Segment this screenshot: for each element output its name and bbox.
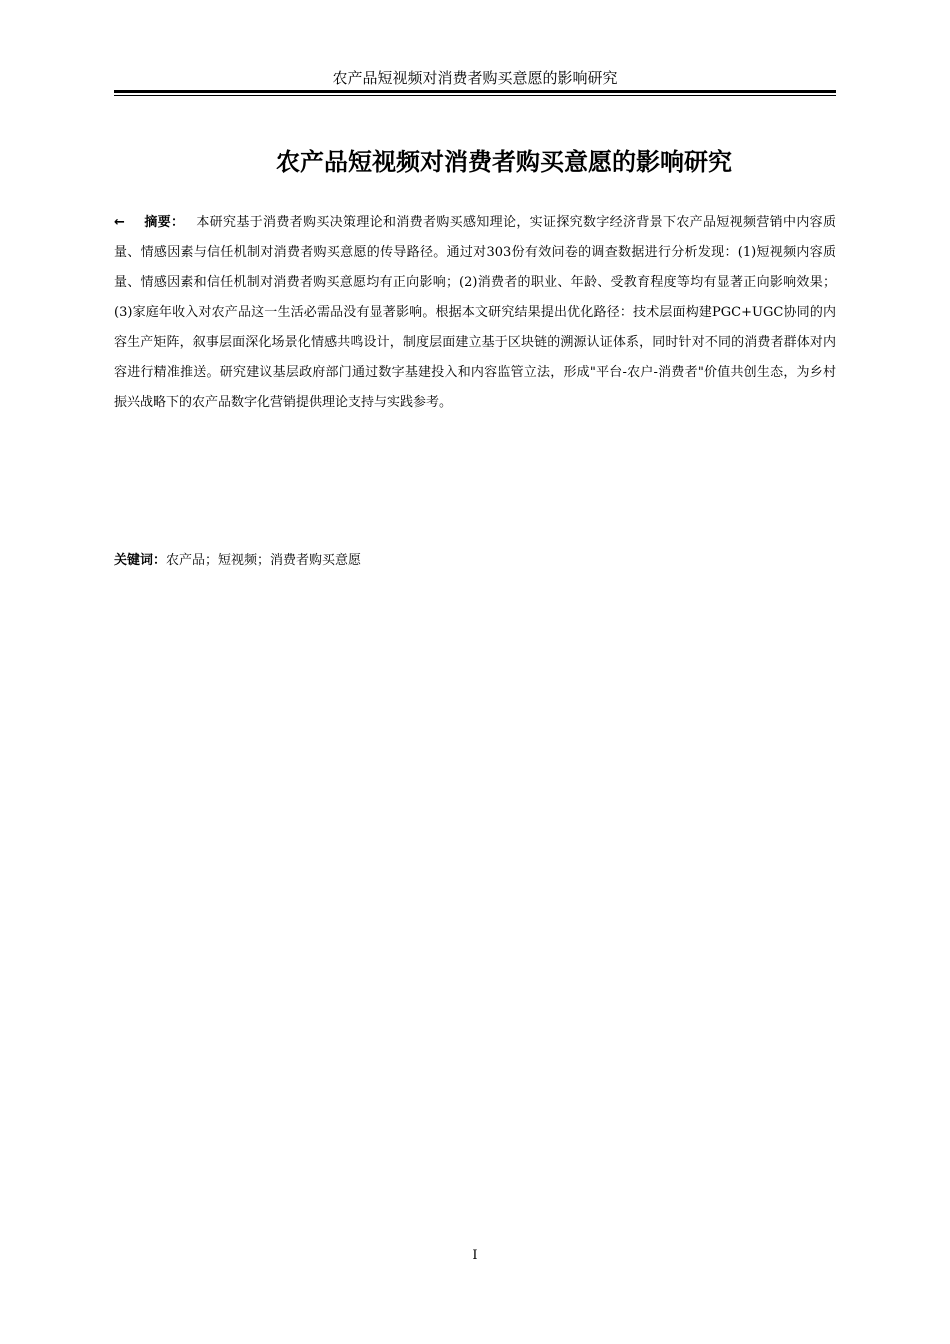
abstract-text: 本研究基于消费者购买决策理论和消费者购买感知理论，实证探究数字经济背景下农产品短视频营销中内容质量、情感因素与信任机制对消费者购买意愿的传导路径。通过对303份有效问卷的调查数据进行分析发现：(1)短视频内容质量、情感因素和信任机制对消费者购买意愿均有正向影响；(2)消费者的职业、年龄、受教育程度等均有显著正向影响效果；(3)家庭年收入对农产品这一生活必需品没有显著影响。根据本文研究结果提出优化路径：技术层面构建PGC+UGC协同的内容生产矩阵，叙事层面深化场景化情感共鸣设计，制度层面建立基于区块链的溯源认证体系，同时针对不同的消费者群体对内容进行精准推送。研究建议基层政府部门通过数字基建投入和内容监管立法，形成"平台-农户-消费者"价值共创生态，为乡村振兴战略下的农产品数字化营销提供理论支持与实践参考。 [114,215,836,410]
running-header: 农产品短视频对消费者购买意愿的影响研究 [332,69,618,87]
header-rule-thick [114,90,836,93]
keywords-line [114,546,836,576]
abstract-label: 摘要： [144,215,185,230]
page-number: I [472,1248,478,1263]
return-arrow-icon: ← [114,215,125,230]
document-title: 农产品短视频对消费者购买意愿的影响研究 [276,148,732,176]
keywords-label: 关键词： [114,553,167,568]
keywords-text: 农产品；短视频；消费者购买意愿 [166,553,362,568]
header-rule-thin [114,95,836,96]
abstract-paragraph [114,208,836,418]
